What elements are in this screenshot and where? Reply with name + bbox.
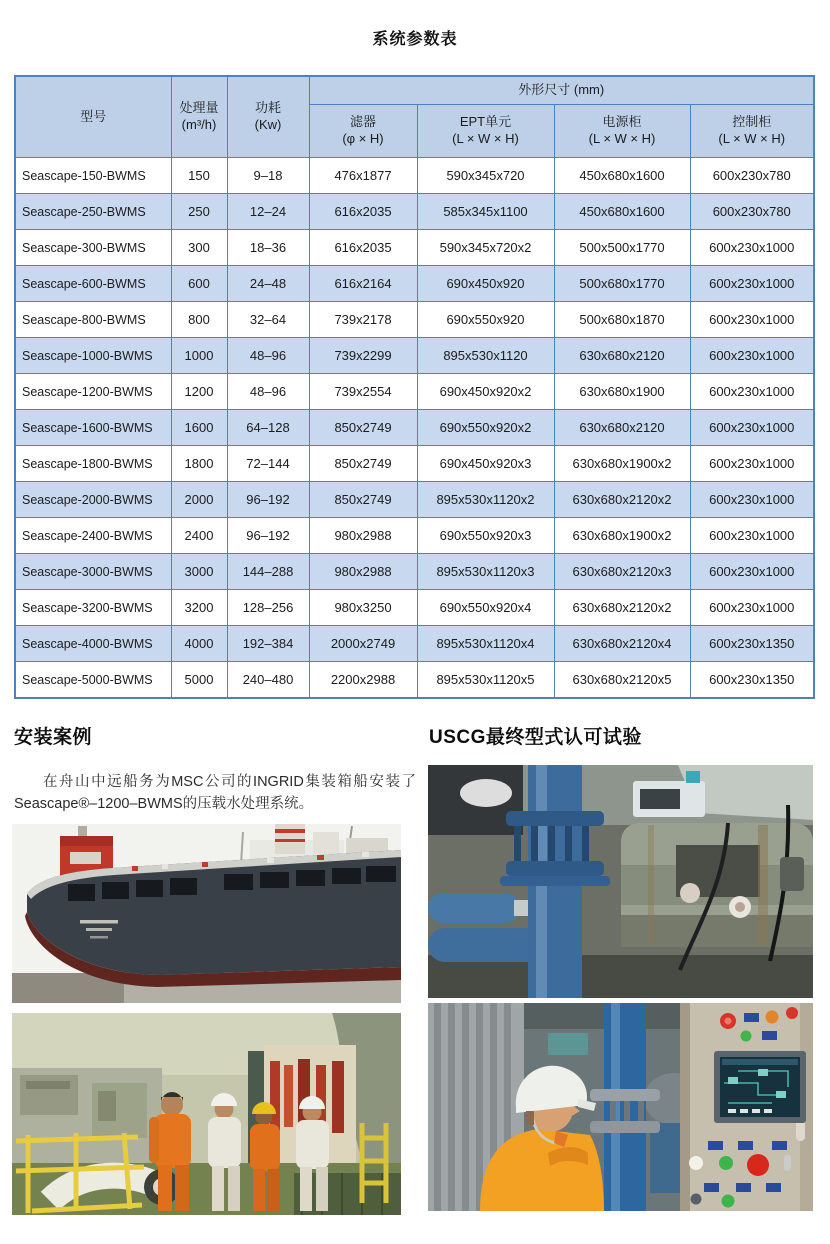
table-row [15, 518, 814, 554]
table-row [15, 266, 814, 302]
control-cabinet-cell: 600x230x1000 [690, 302, 814, 338]
control-cabinet-cell: 600x230x1000 [690, 482, 814, 518]
power-cell: 64–128 [227, 410, 309, 446]
table-row [15, 194, 814, 230]
capacity-cell: 1200 [171, 374, 227, 410]
ept-cell: 895x530x1120x5 [417, 662, 554, 699]
power-cell: 192–384 [227, 626, 309, 662]
table-row [15, 482, 814, 518]
model-cell: Seascape-2400-BWMS [15, 518, 171, 554]
blue-pipe-rig-illustration [428, 765, 813, 998]
filter-cell: 739x2178 [309, 302, 417, 338]
ept-cell: 895x530x1120x3 [417, 554, 554, 590]
filter-cell: 739x2299 [309, 338, 417, 374]
ept-cell: 690x550x920x3 [417, 518, 554, 554]
control-cabinet-cell: 600x230x1000 [690, 518, 814, 554]
power-cabinet-cell: 630x680x1900x2 [554, 518, 690, 554]
table-row [15, 158, 814, 194]
capacity-cell: 1000 [171, 338, 227, 374]
control-cabinet-cell: 600x230x1000 [690, 410, 814, 446]
control-cabinet-cell: 600x230x1000 [690, 554, 814, 590]
capacity-cell: 300 [171, 230, 227, 266]
model-cell: Seascape-1000-BWMS [15, 338, 171, 374]
power-cell: 240–480 [227, 662, 309, 699]
power-cell: 48–96 [227, 338, 309, 374]
table-row [15, 338, 814, 374]
filter-cell: 476x1877 [309, 158, 417, 194]
power-cabinet-cell: 630x680x1900 [554, 374, 690, 410]
model-cell: Seascape-3000-BWMS [15, 554, 171, 590]
spec-table-body [15, 158, 814, 699]
pipe-test-photo [428, 765, 813, 998]
capacity-cell: 600 [171, 266, 227, 302]
model-cell: Seascape-150-BWMS [15, 158, 171, 194]
control-cabinet-cell: 600x230x1000 [690, 230, 814, 266]
filter-cell: 739x2554 [309, 374, 417, 410]
control-cabinet-cell: 600x230x1000 [690, 590, 814, 626]
power-cabinet-cell: 630x680x2120x5 [554, 662, 690, 699]
col-header-power: 功耗 (Kw) [227, 76, 309, 158]
filter-cell: 616x2164 [309, 266, 417, 302]
col-header-ept-unit: EPT单元 (L × W × H) [417, 105, 554, 158]
crew-photo [12, 1013, 401, 1215]
filter-cell: 980x2988 [309, 518, 417, 554]
power-cell: 96–192 [227, 482, 309, 518]
ept-cell: 895x530x1120 [417, 338, 554, 374]
col-header-control-cabinet: 控制柜 (L × W × H) [690, 105, 814, 158]
ept-cell: 690x550x920x2 [417, 410, 554, 446]
capacity-cell: 4000 [171, 626, 227, 662]
control-panel-photo [428, 1003, 813, 1211]
table-row [15, 230, 814, 266]
uscg-test-heading: USCG最终型式认可试验 [429, 727, 642, 748]
col-header-dimensions-group: 外形尺寸 (mm) [309, 76, 814, 105]
capacity-cell: 150 [171, 158, 227, 194]
operator-control-panel-illustration [428, 1003, 813, 1211]
ept-cell: 585x345x1100 [417, 194, 554, 230]
power-cabinet-cell: 500x500x1770 [554, 230, 690, 266]
table-row [15, 626, 814, 662]
capacity-cell: 250 [171, 194, 227, 230]
capacity-cell: 1600 [171, 410, 227, 446]
model-cell: Seascape-2000-BWMS [15, 482, 171, 518]
ept-cell: 690x550x920 [417, 302, 554, 338]
ept-cell: 690x450x920 [417, 266, 554, 302]
capacity-cell: 3200 [171, 590, 227, 626]
table-row [15, 446, 814, 482]
col-header-model: 型号 [15, 76, 171, 158]
model-cell: Seascape-1200-BWMS [15, 374, 171, 410]
control-cabinet-cell: 600x230x1350 [690, 662, 814, 699]
engine-room-crew-illustration [12, 1013, 401, 1215]
model-cell: Seascape-1800-BWMS [15, 446, 171, 482]
power-cabinet-cell: 630x680x2120x2 [554, 590, 690, 626]
power-cell: 144–288 [227, 554, 309, 590]
ept-cell: 690x450x920x3 [417, 446, 554, 482]
power-cell: 24–48 [227, 266, 309, 302]
col-header-capacity: 处理量 (m³/h) [171, 76, 227, 158]
capacity-cell: 5000 [171, 662, 227, 699]
model-cell: Seascape-3200-BWMS [15, 590, 171, 626]
power-cell: 12–24 [227, 194, 309, 230]
container-ship-illustration [12, 824, 401, 1003]
table-row [15, 554, 814, 590]
capacity-cell: 1800 [171, 446, 227, 482]
filter-cell: 616x2035 [309, 194, 417, 230]
power-cabinet-cell: 450x680x1600 [554, 194, 690, 230]
ept-cell: 590x345x720 [417, 158, 554, 194]
power-cell: 48–96 [227, 374, 309, 410]
control-cabinet-cell: 600x230x1000 [690, 338, 814, 374]
filter-cell: 980x3250 [309, 590, 417, 626]
capacity-cell: 3000 [171, 554, 227, 590]
model-cell: Seascape-250-BWMS [15, 194, 171, 230]
control-cabinet-cell: 600x230x1000 [690, 446, 814, 482]
table-row [15, 410, 814, 446]
ept-cell: 690x450x920x2 [417, 374, 554, 410]
power-cabinet-cell: 500x680x1870 [554, 302, 690, 338]
control-cabinet-cell: 600x230x780 [690, 158, 814, 194]
power-cabinet-cell: 450x680x1600 [554, 158, 690, 194]
table-row [15, 302, 814, 338]
power-cell: 96–192 [227, 518, 309, 554]
ept-cell: 590x345x720x2 [417, 230, 554, 266]
control-cabinet-cell: 600x230x780 [690, 194, 814, 230]
model-cell: Seascape-1600-BWMS [15, 410, 171, 446]
model-cell: Seascape-5000-BWMS [15, 662, 171, 699]
power-cabinet-cell: 630x680x2120 [554, 410, 690, 446]
model-cell: Seascape-600-BWMS [15, 266, 171, 302]
installation-case-heading: 安装案例 [14, 727, 93, 748]
power-cell: 18–36 [227, 230, 309, 266]
power-cabinet-cell: 630x680x2120 [554, 338, 690, 374]
power-cell: 72–144 [227, 446, 309, 482]
capacity-cell: 2400 [171, 518, 227, 554]
ept-cell: 895x530x1120x4 [417, 626, 554, 662]
control-cabinet-cell: 600x230x1350 [690, 626, 814, 662]
installation-case-paragraph: 在舟山中远船务为MSC公司的INGRID集装箱船安装了Seascape®–1200–BWMS的压载水处理系统。 [14, 773, 416, 812]
power-cell: 32–64 [227, 302, 309, 338]
filter-cell: 850x2749 [309, 446, 417, 482]
table-row [15, 662, 814, 699]
capacity-cell: 2000 [171, 482, 227, 518]
table-row [15, 590, 814, 626]
power-cabinet-cell: 630x680x2120x2 [554, 482, 690, 518]
power-cell: 128–256 [227, 590, 309, 626]
filter-cell: 850x2749 [309, 482, 417, 518]
col-header-power-cabinet: 电源柜 (L × W × H) [554, 105, 690, 158]
model-cell: Seascape-4000-BWMS [15, 626, 171, 662]
ept-cell: 690x550x920x4 [417, 590, 554, 626]
filter-cell: 980x2988 [309, 554, 417, 590]
power-cabinet-cell: 500x680x1770 [554, 266, 690, 302]
power-cell: 9–18 [227, 158, 309, 194]
filter-cell: 2200x2988 [309, 662, 417, 699]
power-cabinet-cell: 630x680x2120x3 [554, 554, 690, 590]
filter-cell: 850x2749 [309, 410, 417, 446]
filter-cell: 2000x2749 [309, 626, 417, 662]
power-cabinet-cell: 630x680x1900x2 [554, 446, 690, 482]
model-cell: Seascape-800-BWMS [15, 302, 171, 338]
ept-cell: 895x530x1120x2 [417, 482, 554, 518]
filter-cell: 616x2035 [309, 230, 417, 266]
col-header-filter: 滤器 (φ × H) [309, 105, 417, 158]
table-row [15, 374, 814, 410]
ship-photo [12, 824, 401, 1003]
power-cabinet-cell: 630x680x2120x4 [554, 626, 690, 662]
system-parameter-table [14, 75, 815, 699]
control-cabinet-cell: 600x230x1000 [690, 374, 814, 410]
capacity-cell: 800 [171, 302, 227, 338]
model-cell: Seascape-300-BWMS [15, 230, 171, 266]
page-title: 系统参数表 [372, 31, 458, 48]
control-cabinet-cell: 600x230x1000 [690, 266, 814, 302]
